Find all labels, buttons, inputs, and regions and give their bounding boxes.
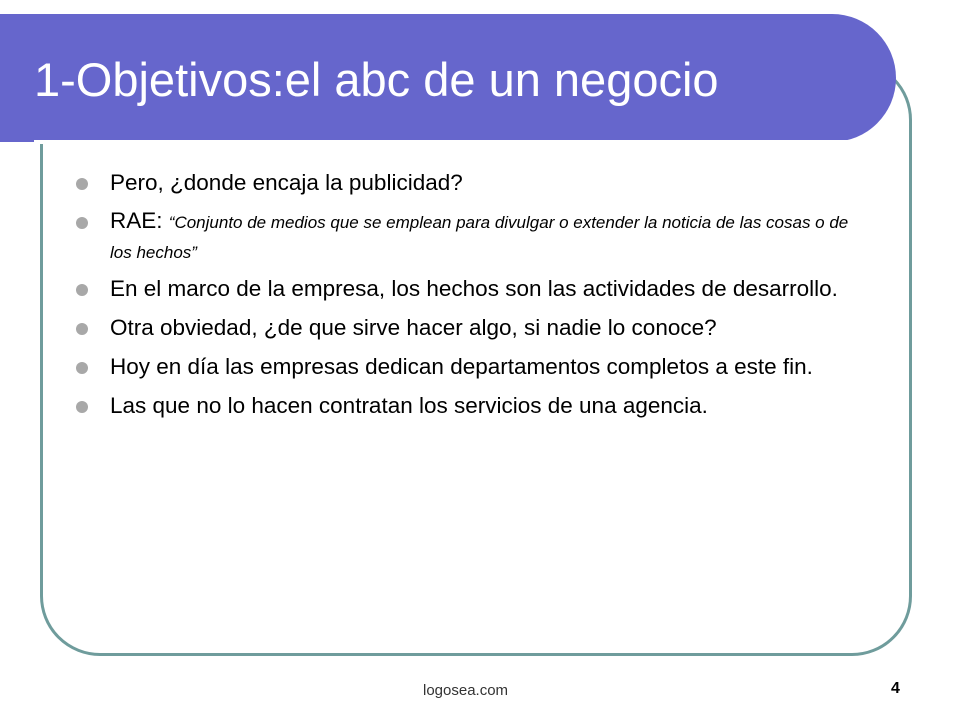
bullet-dot-icon <box>76 323 88 335</box>
title-underline <box>34 140 848 144</box>
bullet-list <box>70 168 870 430</box>
bullet-item-rae <box>70 207 870 267</box>
bullet-text: Las que no lo hacen contratan los servicios de una agencia. <box>110 393 708 418</box>
slide-title: 1-Objetivos:el abc de un negocio <box>34 53 719 106</box>
bullet-item <box>70 391 870 421</box>
bullet-item <box>70 168 870 198</box>
bullet-dot-icon <box>76 362 88 374</box>
bullet-text: En el marco de la empresa, los hechos son las actividades de desarrollo. <box>110 276 838 301</box>
bullet-dot-icon <box>76 401 88 413</box>
bullet-text: Pero, ¿donde encaja la publicidad? <box>110 170 463 195</box>
bullet-text: Hoy en día las empresas dedican departamentos completos a este fin. <box>110 354 813 379</box>
rae-label: RAE: <box>110 208 169 233</box>
footer-site: logosea.com <box>423 682 509 699</box>
bullet-item <box>70 352 870 382</box>
bullet-dot-icon <box>76 284 88 296</box>
bullet-item <box>70 274 870 304</box>
title-bar <box>0 14 896 142</box>
bullet-dot-icon <box>76 217 88 229</box>
page-number: 4 <box>891 680 900 697</box>
bullet-dot-icon <box>76 178 88 190</box>
rae-quote: “Conjunto de medios que se emplean para divulgar o extender la noticia de las cosas o de los hechos” <box>110 213 849 262</box>
bullet-text: Otra obviedad, ¿de que sirve hacer algo, si nadie lo conoce? <box>110 315 717 340</box>
bullet-item <box>70 313 870 343</box>
